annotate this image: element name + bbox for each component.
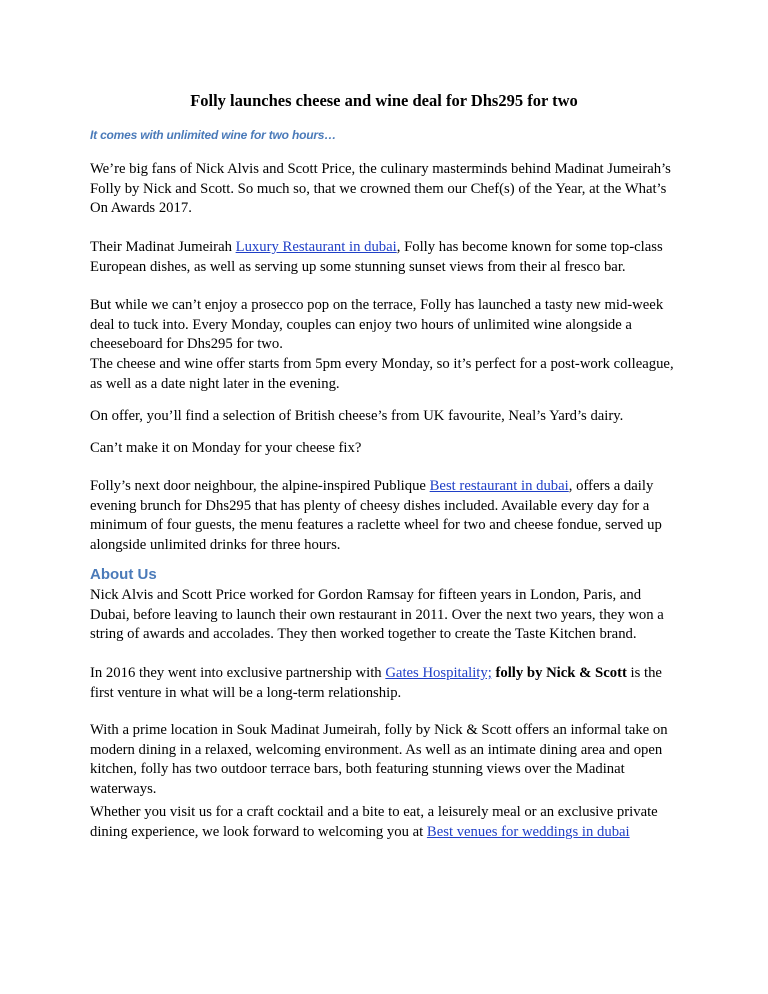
deal-paragraph: But while we can’t enjoy a prosecco pop on the terrace, Folly has launched a tasty new mid-week deal to tuck into. Every Monday, couples can enjoy two hours of unlimited wine alongside a cheeseboard for Dhs295 for two.	[90, 297, 664, 353]
location-paragraph: With a prime location in Souk Madinat Jumeirah, folly by Nick & Scott offers an informal take on modern dining in a relaxed, welcoming environment. As well as an intimate dining area and open kitchen, folly has two outdoor terrace bars, both featuring stunning views over the Madinat waterways.	[90, 722, 668, 797]
wedding-venues-link[interactable]: Best venues for weddings in dubai	[426, 823, 630, 840]
restaurant-text-start: Their Madinat Jumeirah	[90, 239, 236, 255]
best-restaurant-link[interactable]: Best restaurant in dubai	[429, 478, 569, 494]
about-us-heading: About Us	[90, 566, 157, 583]
partnership-paragraph	[90, 664, 682, 703]
restaurant-paragraph	[90, 238, 682, 277]
partnership-text-end: is the first venture in what will be a long-term relationship.	[90, 665, 662, 701]
welcome-paragraph	[90, 803, 682, 842]
publique-paragraph	[90, 477, 682, 555]
welcome-text: Whether you visit us for a craft cocktail and a bite to eat, a leisurely meal or an exclusive private dining experience, we look forward to welcoming you at	[90, 804, 658, 840]
publique-text-start: Folly’s next door neighbour, the alpine-inspired Publique	[90, 478, 430, 494]
luxury-restaurant-link[interactable]: Luxury Restaurant in dubai	[235, 239, 397, 255]
intro-paragraph: We’re big fans of Nick Alvis and Scott Price, the culinary masterminds behind Madinat Jumeirah’s Folly by Nick and Scott. So much so, that we crowned them our Chef(s) of the Year, at the What’s On Awards 2017.	[90, 161, 671, 217]
publique-text-end: , offers a daily evening brunch for Dhs295 that has plenty of cheesy dishes included. Available every day for a minimum of four guests, the menu features a raclette wheel for two and cheese fondue, served up alongside unlimited drinks for three hours.	[90, 478, 662, 553]
gates-hospitality-link[interactable]: Gates Hospitality;	[385, 665, 492, 681]
about-history-paragraph: Nick Alvis and Scott Price worked for Gordon Ramsay for fifteen years in London, Paris, and Dubai, before leaving to launch their own restaurant in 2011. Over the next two years, they won a string of awards and accolades. They then worked together to create the Taste Kitchen brand.	[90, 587, 664, 643]
offer-time-paragraph: The cheese and wine offer starts from 5pm every Monday, so it’s perfect for a post-work colleague, as well as a date night later in the evening.	[90, 356, 674, 392]
folly-brand-name: folly by Nick & Scott	[495, 665, 627, 681]
question-paragraph: Can’t make it on Monday for your cheese fix?	[90, 440, 362, 456]
article-title: Folly launches cheese and wine deal for Dhs295 for two	[190, 91, 578, 110]
article-subtitle: It comes with unlimited wine for two hours…	[90, 128, 337, 142]
partnership-text-start: In 2016 they went into exclusive partnership with	[90, 665, 386, 681]
restaurant-text-end: , Folly has become known for some top-class European dishes, as well as serving up some stunning sunset views from their al fresco bar.	[90, 239, 663, 275]
cheese-selection-paragraph: On offer, you’ll find a selection of British cheese’s from UK favourite, Neal’s Yard’s dairy.	[90, 408, 624, 424]
